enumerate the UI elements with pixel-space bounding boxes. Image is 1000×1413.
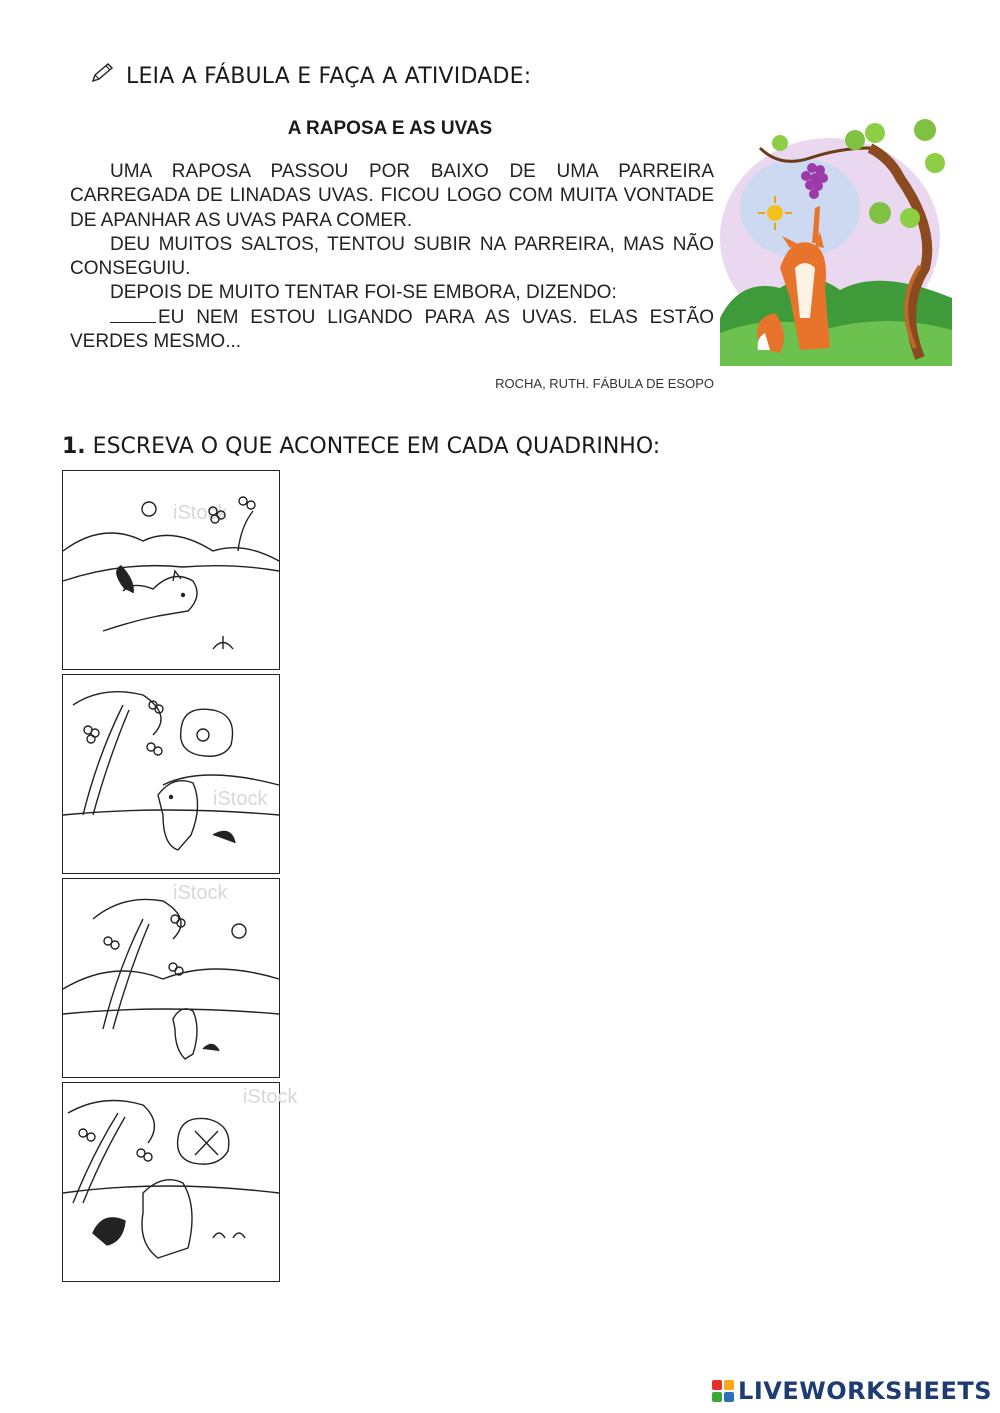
panel-watermark: iStock: [243, 1086, 298, 1108]
panel-watermark: iStock: [173, 882, 228, 904]
fable-paragraph: UMA RAPOSA PASSOU POR BAIXO DE UMA PARREIRA CARREGADA DE LINADAS UVAS. FICOU LOGO COM MUITA VONTADE DE APANHAR AS UVAS PARA COMER.: [70, 161, 714, 231]
fox-and-grapes-illustration: [720, 118, 952, 366]
fable-source: ROCHA, RUTH. FÁBULA DE ESOPO: [495, 376, 714, 391]
question-text: ESCREVA O QUE ACONTECE EM CADA QUADRINHO:: [92, 434, 661, 459]
question-1: [62, 434, 660, 459]
panel-watermark: iStock: [173, 502, 228, 524]
logo-square: [712, 1392, 722, 1402]
logo-square: [712, 1380, 722, 1390]
fable-paragraph: DEU MUITOS SALTOS, TENTOU SUBIR NA PARREIRA, MAS NÃO CONSEGUIU.: [70, 233, 714, 280]
fable-dialogue: EU NEM ESTOU LIGANDO PARA AS UVAS. ELAS ESTÃO VERDES MESMO...: [70, 306, 714, 353]
fable-text: [70, 160, 714, 354]
comic-panel-3: [62, 878, 280, 1078]
panel-watermark: iStock: [213, 788, 268, 810]
liveworksheets-logo-icon: [712, 1380, 734, 1402]
pencil-icon: [90, 62, 116, 90]
fable-title: A RAPOSA E AS UVAS: [287, 118, 493, 139]
instruction: [90, 62, 531, 90]
liveworksheets-brand: [712, 1377, 992, 1405]
question-number: 1.: [62, 434, 86, 459]
dialogue-dash: [110, 308, 156, 323]
comic-panel-2: [62, 674, 280, 874]
fable-paragraph-dialogue: [70, 306, 714, 355]
comic-panel-1: [62, 470, 280, 670]
logo-square: [724, 1392, 734, 1402]
brand-name: LIVEWORKSHEETS: [738, 1377, 992, 1405]
instruction-text: LEIA A FÁBULA E FAÇA A ATIVIDADE:: [126, 63, 532, 89]
logo-square: [724, 1380, 734, 1390]
fable-paragraph: DEPOIS DE MUITO TENTAR FOI-SE EMBORA, DIZENDO:: [110, 282, 617, 304]
comic-panel-4: [62, 1082, 298, 1282]
